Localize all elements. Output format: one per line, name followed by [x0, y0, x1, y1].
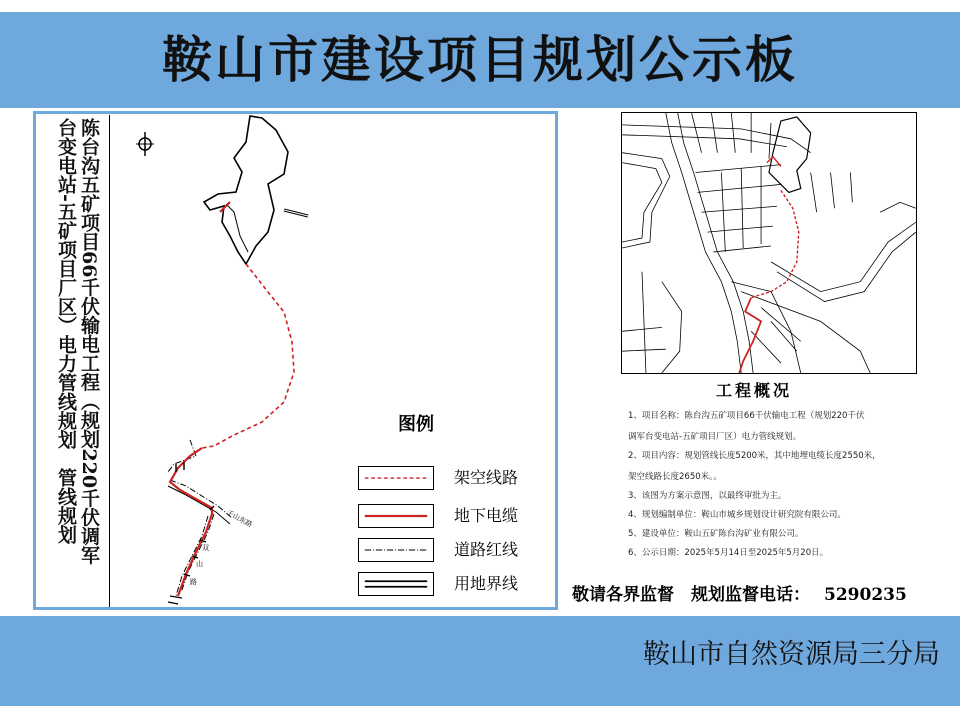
info-line: 6、公示日期：2025年5月14日至2025年5月20日。: [628, 548, 829, 558]
legend-item-road: [358, 538, 558, 564]
road-label-shuang: 双: [202, 544, 209, 552]
info-line: 架空线路长度2650米。。: [628, 472, 722, 482]
info-line: 1、项目名称：陈台沟五矿项目66千伏输电工程（规划220千伏: [628, 411, 865, 421]
legend-item-boundary: [358, 572, 558, 598]
project-name-line-2: 台变电站-五矿项目厂区）电力管线规划 管线规划: [55, 118, 77, 544]
info-line: 4、规划编制单位：鞍山市城乡规划设计研究院有限公司。: [628, 510, 846, 520]
info-line: 3、该图为方案示意图，以最终审批为主。: [628, 491, 787, 501]
panel-divider: [109, 115, 110, 607]
road-label-shan: 山: [196, 560, 203, 568]
page-title: 鞍山市建设项目规划公示板: [162, 30, 798, 89]
supervision-notice: [572, 580, 907, 605]
info-line: 2、项目内容：规划管线长度5200米，其中地埋电缆长度2550米，: [628, 451, 881, 461]
red-dashed-line-icon: [358, 466, 434, 490]
bureau-name: 鞍山市自然资源局三分局: [643, 639, 940, 670]
location-overview-map: [621, 112, 917, 374]
overhead-line-route: [202, 264, 294, 448]
legend-label: 地下电缆: [454, 506, 519, 525]
legend-item-cable: [358, 504, 558, 530]
road-label-qianshan: 千山东路: [225, 508, 254, 529]
legend-label: 架空线路: [454, 468, 519, 487]
land-boundary: [204, 116, 288, 264]
supervision-phone: 5290235: [824, 585, 907, 605]
route-plan-map: [150, 112, 410, 608]
info-line: 调军台变电站-五矿项目厂区）电力管线规划。: [628, 432, 802, 442]
legend-label: 道路红线: [454, 540, 519, 559]
legend-item-overhead: [358, 466, 558, 492]
dash-dot-line-icon: [358, 538, 434, 562]
red-solid-line-icon: [358, 504, 434, 528]
road-label-lu: 路: [190, 578, 197, 586]
info-line: 5、建设单位：鞍山五矿陈台沟矿业有限公司。: [628, 529, 804, 539]
legend-title: 图例: [398, 414, 434, 435]
supervision-text: 敬请各界监督 规划监督电话：: [572, 585, 810, 605]
overview-title: 工程概况: [716, 381, 793, 400]
project-name-line-1: 陈台沟五矿项目66千伏输电工程（规划220千伏调军: [78, 118, 100, 565]
legend-label: 用地界线: [454, 574, 519, 593]
double-line-icon: [358, 572, 434, 596]
